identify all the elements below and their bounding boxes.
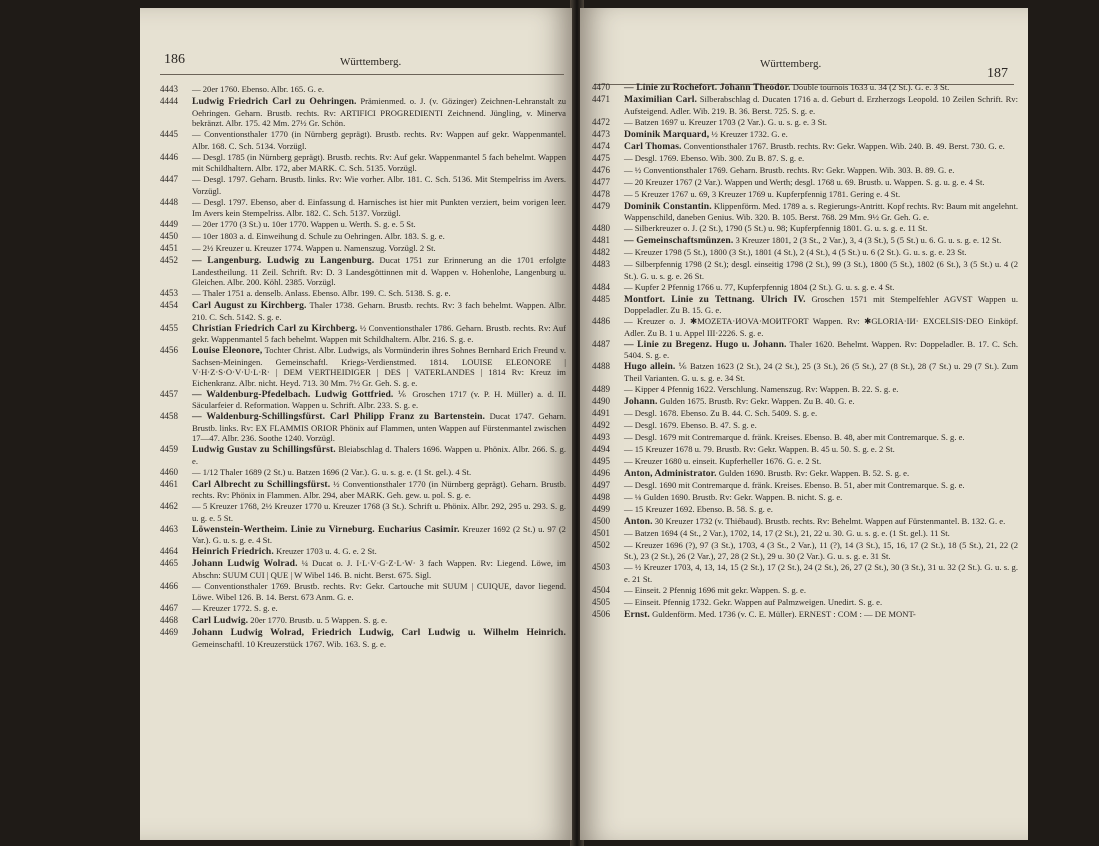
lot-description: — Silberkreuzer o. J. (2 St.), 1790 (5 St.) u. 98; Kupferpfennig 1801. G. u. s. g. e. 11 St.	[624, 223, 928, 233]
lot-number: 4485	[592, 293, 610, 304]
left-page	[140, 8, 572, 840]
catalog-entry	[592, 408, 1018, 420]
lot-number: 4468	[160, 615, 178, 625]
catalog-entry	[592, 396, 1018, 408]
lot-description: — Kreuzer 1680 u. einseit. Kupferheller 1676. G. e. 2 St.	[624, 455, 822, 466]
lot-description: — 20er 1760. Ebenso. Albr. 165. G. e.	[192, 84, 324, 94]
ruler-name: Ludwig Friedrich Carl zu Oehringen.	[192, 96, 357, 107]
lot-number: 4465	[160, 558, 178, 568]
lot-number: 4503	[592, 562, 610, 572]
catalog-entry	[160, 546, 566, 558]
ruler-name: Heinrich Friedrich.	[192, 546, 274, 557]
lot-number: 4445	[160, 129, 178, 139]
catalog-entry	[592, 201, 1018, 223]
lot-description: ⅙ Groschen 1717 (v. P. H. Müller) a. d. II. Säcularfeier d. Reformation. Wappen u. Schrift. Albr. 233. S. g. e.	[192, 388, 566, 410]
catalog-entry	[592, 420, 1018, 432]
ruler-name: Anton.	[624, 515, 653, 527]
lot-number: 4452	[160, 255, 178, 265]
catalog-entry	[160, 603, 566, 615]
lot-description: — 2½ Kreuzer u. Kreuzer 1774. Wappen u. Namenszug. Vorzügl. 2 St.	[192, 243, 436, 253]
lot-description: — 5 Kreuzer 1768, 2½ Kreuzer 1770 u. Kreuzer 1768 (3 St.). Schrift u. Phönix. Albr. 292, 295 u. 293. S. g. u. g. e. 5 St.	[192, 501, 566, 523]
lot-description: — Desgl. 1679. Ebenso. B. 47. S. g. e.	[624, 419, 757, 430]
ruler-name: Ludwig Gustav zu Schillingsfürst.	[192, 444, 336, 455]
lot-description: 20er 1770. Brustb. u. 5 Wappen. S. g. e.	[250, 615, 388, 625]
lot-number: 4459	[160, 444, 178, 454]
lot-number: 4454	[160, 300, 178, 310]
catalog-entry	[592, 540, 1018, 562]
ruler-name: Christian Friedrich Carl zu Kirchberg.	[192, 322, 358, 334]
catalog-entry	[592, 153, 1018, 165]
catalog-entry	[592, 94, 1018, 116]
catalog-entry	[592, 480, 1018, 492]
lot-number: 4472	[592, 116, 610, 127]
ruler-name: Dominik Marquard,	[624, 128, 710, 140]
catalog-entry	[592, 468, 1018, 480]
lot-description: 3 Kreuzer 1801, 2 (3 St., 2 Var.), 3, 4 (3 St.), 5 (5 St.) u. 6. G. u. s. g. e. 12 St.	[735, 235, 1002, 245]
catalog-entry	[592, 339, 1018, 361]
page-number-left: 186	[164, 52, 185, 67]
lot-description: — 10er 1803 a. d. Einweihung d. Schule zu Oehringen. Albr. 183. S. g. e.	[192, 231, 445, 241]
lot-description: — Conventionsthaler 1770 (in Nürnberg geprägt). Brustb. rechts. Rv: Wappen auf gekr. Wappenmantel. Albr. 168. C. Sch. 5134. Vorzügl.	[192, 129, 566, 151]
lot-number: 4484	[592, 281, 610, 292]
lot-number: 4486	[592, 316, 610, 326]
lot-number: 4448	[160, 196, 178, 207]
lot-number: 4453	[160, 288, 178, 298]
lot-description: Gulden 1675. Brustb. Rv: Gekr. Wappen. Zu B. 40. G. e.	[659, 395, 855, 406]
lot-number: 4483	[592, 259, 610, 269]
lot-number: 4498	[592, 491, 610, 502]
right-page	[580, 8, 1028, 840]
lot-number: 4491	[592, 407, 610, 418]
catalog-entry	[160, 558, 566, 580]
lot-description: — 15 Kreuzer 1678 u. 79. Brustb. Rv: Gekr. Wappen. B. 45 u. 50. S. g. e. 2 St.	[624, 443, 895, 454]
lot-description: ½ Conventionsthaler 1770 (in Nürnberg geprägt). Geharn. Brustb. rechts. Rv: Phönix in Flammen. Albr. 294, aber MARK. Geh. gew. u. pol. S. g. e.	[192, 478, 566, 500]
catalog-entry	[160, 288, 566, 300]
lot-description: Ducat 1747. Geharn. Brustb. links. Rv: EX FLAMMIS ORIOR Phönix auf Flammen, unten Wappen auf Fürstenmantel zwischen 17—47. Albr. 236. Soothe 1240. Vorzügl.	[192, 411, 566, 443]
catalog-entry	[160, 96, 566, 129]
catalog-entry	[592, 504, 1018, 516]
lot-description: — Kreuzer o. J. ✱MOZETA·ИOVA·MOИTFORT Wappen. Rv: ✱GLORIA·IИ· EXCELSIS·DEO Einköpf. Adler. Zu B. 1 u. Appel III·2226. S. g. e.	[624, 316, 1018, 338]
lot-description: — Kipper 4 Pfennig 1622. Verschlung. Namenszug. Rv: Wappen. B. 22. S. g. e.	[624, 383, 899, 394]
lot-number: 4444	[160, 96, 178, 106]
catalog-entry	[592, 165, 1018, 177]
catalog-entry	[160, 255, 566, 288]
lot-number: 4487	[592, 338, 610, 349]
lot-description: Prämienmed. o. J. (v. Gözinger) Zeichnen-Lehranstalt zu Oehringen. Geharn. Brustb. rechts. Rv: ARTIFICI PROGREDIENTI Zeichnend. Jüngling, v. Minerva bekränzt. Albr. 175. 42 Mm. 27½ Gr. Schön.	[192, 96, 566, 128]
catalog-entry	[592, 82, 1018, 94]
lot-number: 4458	[160, 411, 178, 421]
catalog-entry	[592, 223, 1018, 235]
lot-number: 4492	[592, 419, 610, 430]
ruler-name: Louise Eleonore,	[192, 345, 263, 356]
lot-number: 4443	[160, 84, 178, 94]
lot-description: — Kreuzer 1798 (5 St.), 1800 (3 St.), 1801 (4 St.), 2 (4 St.), 4 (5 St.) u. 6 (2 St.). G. u. s. g. e. 23 St.	[624, 247, 967, 257]
lot-description: Bleiabschlag d. Thalers 1696. Wappen u. Phönix. Albr. 266. S. g. e.	[192, 444, 566, 466]
lot-number: 4505	[592, 596, 610, 607]
lot-number: 4463	[160, 523, 178, 534]
lot-number: 4502	[592, 539, 610, 550]
catalog-entries-right	[592, 82, 1018, 621]
catalog-entry	[592, 117, 1018, 129]
lot-description: — Desgl. 1690 mit Contremarque d. fränk. Kreises. Ebenso. B. 51, aber mit Contremarque. S. g. e.	[624, 479, 965, 490]
lot-number: 4464	[160, 546, 178, 556]
catalog-entry	[592, 444, 1018, 456]
lot-number: 4446	[160, 151, 178, 162]
lot-description: Klippenförm. Med. 1789 a. s. Regierungs-Antritt. Kopf rechts. Rv: Baum mit angelehnt. Wappenschild, daneben Genius. Wib. 320. B. 105. Berst. 768. 29 Mm. 9½ Gr. Geh. G. e.	[624, 200, 1019, 222]
catalog-entry	[160, 581, 566, 603]
catalog-entry	[160, 389, 566, 411]
catalog-entry	[160, 444, 566, 466]
lot-description: Conventionsthaler 1767. Brustb. rechts. Rv: Gekr. Wappen. Wib. 240. B. 49. Berst. 730. G. e.	[683, 140, 1005, 151]
lot-description: Kreuzer 1692 (2 St.) u. 97 (2 Var.). G. u. s. g. e. 4 St.	[192, 523, 566, 545]
lot-description: — Desgl. 1679 mit Contremarque d. fränk. Kreises. Ebenso. B. 48, aber mit Contremarque. S. g. e.	[624, 431, 965, 442]
lot-number: 4499	[592, 503, 610, 514]
catalog-entry	[160, 219, 566, 231]
lot-description: — Desgl. 1797. Geharn. Brustb. links. Rv: Wie vorher. Albr. 181. C. Sch. 5136. Mit Stempelriss im Avers. Vorzügl.	[192, 174, 566, 196]
lot-number: 4497	[592, 479, 610, 490]
lot-description: — 5 Kreuzer 1767 u. 69, 3 Kreuzer 1769 u. Kupferpfennig 1781. Gering e. 4 St.	[624, 188, 901, 199]
catalog-entry	[592, 316, 1018, 338]
ruler-name: — Langenburg. Ludwig zu Langenburg.	[192, 255, 375, 266]
ruler-name: Carl Thomas.	[624, 140, 682, 152]
lot-number: 4466	[160, 580, 178, 591]
lot-description: — Thaler 1751 a. denselb. Anlass. Ebenso. Albr. 199. C. Sch. 5138. S. g. e.	[192, 288, 451, 298]
catalog-entries-left	[160, 84, 566, 650]
ruler-name: Anton, Administrator.	[624, 467, 717, 479]
lot-description: — Desgl. 1678. Ebenso. Zu B. 44. C. Sch. 5409. S. g. e.	[624, 407, 818, 418]
lot-description: Ducat 1751 zur Erinnerung an die 1701 erfolgte Landestheilung. 11 Zeil. Schrift. Rv: D. 3 Landesgöttinnen mit d. Wappen v. Hohenlohe, Langenburg u. Gleichen. Albr. 200. Köhl. 2385. Vorzügl.	[192, 255, 566, 287]
catalog-entry	[160, 627, 566, 649]
lot-description: — ⅛ Gulden 1690. Brustb. Rv: Gekr. Wappen. B. nicht. S. g. e.	[624, 491, 843, 502]
lot-description: ¼ Ducat o. J. I·L·V·G·Z·L·W· 3 fach Wappen. Rv: Liegend. Löwe, im Abschn: SUUM CUI | QUE | W Wibel 146. B. nicht. Berst. 675. Sigl.	[192, 558, 566, 580]
catalog-entry	[160, 479, 566, 501]
lot-description: — Einseit. Pfennig 1732. Gekr. Wappen auf Palmzweigen. Unedirt. S. g. e.	[624, 596, 883, 607]
lot-description: Kreuzer 1703 u. 4. G. e. 2 St.	[276, 546, 377, 556]
ruler-name: Montfort. Linie zu Tettnang. Ulrich IV.	[624, 293, 806, 305]
ruler-name: Johann Ludwig Wolrad, Friedrich Ludwig, Carl Ludwig u. Wilhelm Heinrich.	[192, 627, 566, 638]
ruler-name: — Waldenburg-Pfedelbach. Ludwig Gottfried.	[192, 388, 394, 400]
catalog-entry	[160, 152, 566, 174]
lot-description: Gulden 1690. Brustb. Rv: Gekr. Wappen. B. 52. S. g. e.	[718, 467, 910, 478]
lot-number: 4450	[160, 231, 178, 241]
catalog-entry	[160, 524, 566, 546]
lot-description: — Kupfer 2 Pfennig 1766 u. 77, Kupferpfennig 1804 (2 St.). G. u. s. g. e. 4 St.	[624, 281, 895, 292]
lot-description: — ½ Kreuzer 1703, 4, 13, 14, 15 (2 St.), 17 (2 St.), 24 (2 St.), 26, 27 (2 St.), 30 (3 St.), 31 u. 32 (2 St.). G. u. s. g. e. 21 St.	[624, 562, 1018, 584]
ruler-name: — Linie zu Rochefort. Johann Theodor.	[624, 82, 791, 93]
lot-description: — Kreuzer 1772. S. g. e.	[192, 603, 278, 613]
ruler-name: Hugo allein.	[624, 361, 676, 372]
lot-number: 4501	[592, 527, 610, 538]
lot-description: — 15 Kreuzer 1692. Ebenso. B. 58. S. g. e.	[624, 503, 773, 514]
lot-number: 4477	[592, 176, 610, 187]
lot-number: 4460	[160, 466, 178, 477]
lot-description: — Desgl. 1769. Ebenso. Wib. 300. Zu B. 87. S. g. e.	[624, 152, 805, 163]
lot-number: 4489	[592, 383, 610, 394]
lot-description: ½ Kreuzer 1732. G. e.	[711, 128, 788, 139]
ruler-name: Carl Albrecht zu Schillingsfürst.	[192, 478, 331, 490]
lot-description: 30 Kreuzer 1732 (v. Thiébaud). Brustb. rechts. Rv: Behelmt. Wappen auf Fürstenmantel. B. 132. G. e.	[654, 515, 1006, 526]
lot-number: 4494	[592, 443, 610, 454]
lot-number: 4462	[160, 501, 178, 511]
lot-description: Guldenförm. Med. 1736 (v. C. E. Müller). ERNEST : COM : — DE MONT-	[652, 608, 916, 619]
catalog-entry	[592, 432, 1018, 444]
lot-number: 4457	[160, 388, 178, 399]
lot-description: — 20 Kreuzer 1767 (2 Var.). Wappen und Werth; desgl. 1768 u. 69. Brustb. u. Wappen. S. g. u. g. e. 4 St.	[624, 176, 985, 187]
lot-description: — Einseit. 2 Pfennig 1696 mit gekr. Wappen. S. g. e.	[624, 584, 806, 595]
lot-description: Silberabschlag d. Ducaten 1716 a. d. Geburt d. Erzherzogs Leopold. 10 Zeilen Schrift. Rv: Aufsteigend. Adler. Wib. 219. B. 36. Berst. 725. S. g. e.	[624, 94, 1018, 116]
ruler-name: Johann.	[624, 395, 658, 407]
catalog-entry	[592, 492, 1018, 504]
ruler-name: Löwenstein-Wertheim. Linie zu Virneburg. Eucharius Casimir.	[192, 523, 460, 535]
lot-number: 4476	[592, 164, 610, 175]
catalog-entry	[592, 384, 1018, 396]
running-head-left: Württemberg.	[340, 56, 402, 68]
lot-description: Groschen 1571 mit Stempelfehler AGVST Wappen u. Doppeladler. Zu B. 15. G. e.	[624, 293, 1019, 315]
lot-number: 4478	[592, 188, 610, 199]
ruler-name: Dominik Constantin.	[624, 200, 712, 212]
lot-description: — Conventionsthaler 1769. Brustb. rechts. Rv: Gekr. Cartouche mit SUUM | CUIQUE, davor liegend. Löwe. Wibel 126. B. 14. Berst. 673 Anm. G. e.	[192, 580, 566, 602]
catalog-entry	[592, 282, 1018, 294]
lot-number: 4481	[592, 235, 610, 245]
catalog-entry	[592, 562, 1018, 584]
lot-number: 4471	[592, 94, 610, 104]
lot-description: ⅙ Batzen 1623 (2 St.), 24 (2 St.), 25 (3 St.), 26 (5 St.), 27 (8 St.), 28 (7 St.) u. 29 (7 St.). Zum Theil Varianten. G. u. s. g. e. 34 St.	[624, 361, 1019, 383]
lot-number: 4467	[160, 603, 178, 613]
lot-number: 4496	[592, 467, 610, 478]
lot-number: 4495	[592, 455, 610, 466]
catalog-entry	[160, 84, 566, 96]
catalog-entry	[160, 345, 566, 388]
lot-number: 4500	[592, 515, 610, 526]
catalog-entry	[160, 501, 566, 523]
catalog-entry	[592, 456, 1018, 468]
lot-description: — Silberpfennig 1798 (2 St.); desgl. einseitig 1798 (2 St.), 99 (3 St.), 1800 (5 St.), 1802 (6 St.), 3 (5 St.) u. 4 (2 St.). G. u. s. g. e. 26 St.	[624, 259, 1018, 281]
lot-number: 4449	[160, 219, 178, 229]
lot-number: 4479	[592, 200, 610, 211]
catalog-entry	[160, 197, 566, 219]
ruler-name: Maximilian Carl.	[624, 94, 698, 105]
catalog-entry	[592, 516, 1018, 528]
catalog-entry	[160, 323, 566, 345]
catalog-entry	[160, 411, 566, 444]
lot-number: 4475	[592, 152, 610, 163]
catalog-entry	[592, 129, 1018, 141]
lot-description: Double tournois 1633 u. 34 (2 St.). G. e. 3 St.	[792, 82, 950, 92]
lot-description: Thaler 1620. Behelmt. Wappen. Rv: Doppeladler. B. 17. C. Sch. 5404. S. g. e.	[624, 338, 1018, 360]
catalog-entry	[592, 528, 1018, 540]
lot-number: 4506	[592, 608, 610, 619]
lot-number: 4474	[592, 140, 610, 151]
lot-number: 4488	[592, 361, 610, 371]
lot-description: — Desgl. 1785 (in Nürnberg geprägt). Brustb. rechts. Rv: Auf gekr. Wappenmantel 5 fach behelmt. Wappen mit Schildhaltern. Albr. 172, aber MARK. C. Sch. 5135. Vorzügl.	[192, 151, 566, 173]
lot-description: — 1/12 Thaler 1689 (2 St.) u. Batzen 1696 (2 Var.). G. u. s. g. e. (1 St. gel.). 4 St.	[192, 466, 472, 477]
ruler-name: — Waldenburg-Schillingsfürst. Carl Philipp Franz zu Bartenstein.	[192, 411, 486, 422]
ruler-name: Carl August zu Kirchberg.	[192, 300, 307, 311]
ruler-name: Johann Ludwig Wolrad.	[192, 558, 298, 569]
catalog-entry	[160, 174, 566, 196]
catalog-entry	[592, 177, 1018, 189]
lot-number: 4482	[592, 247, 610, 257]
header-rule-left	[160, 74, 564, 75]
lot-description: Tochter Christ. Albr. Ludwigs, als Vormünderin ihres Sohnes Bernhard Erich Freund v. Sachsen-Meiningen. Gemeinschaftl. Kriegs-Verdienstmed. 1814. LOUISE ELEONORE | V·H·Z·S·O·V·U·L·R· | DEM VERTHEIDIGER | DES | VATERLANDES | 1814 Rv: Kreuz im Eichenkranz. Albr. nicht. Heyd. 713. 30 Mm. 7½ Gr. Geh. S. g. e.	[192, 345, 567, 388]
lot-number: 4461	[160, 478, 178, 489]
lot-number: 4490	[592, 395, 610, 406]
lot-description: Gemeinschaftl. 10 Kreuzerstück 1767. Wib. 163. S. g. e.	[192, 638, 387, 649]
page-number-right: 187	[987, 66, 1008, 81]
lot-number: 4470	[592, 82, 610, 92]
running-head-right: Württemberg.	[760, 58, 822, 70]
lot-description: Thaler 1738. Geharn. Brustb. rechts. Rv: 3 fach behelmt. Wappen. Albr. 210. C. Sch. 5142. S. g. e.	[192, 300, 567, 322]
lot-description: — Desgl. 1797. Ebenso, aber d. Einfassung d. Harnisches ist hier mit Punkten verziert, beim vorigen leer. Im Avers kein Stempelriss. Albr. 182. C. Sch. 5137. Vorzügl.	[192, 196, 566, 218]
lot-description: — Kreuzer 1696 (?), 97 (3 St.), 1703, 4 (3 St., 2 Var.), 11 (?), 14 (3 St.), 15, 16, 17 (2 St.), 18 (5 St.), 21, 22 (2 St.), 23 (2 St.), 26 (2 Var.), 27, 28 (2 St.), 29 u. 30 (2 Var.). G. u. s. g. e. 31 St.	[624, 539, 1018, 561]
lot-description: — Batzen 1697 u. Kreuzer 1703 (2 Var.). G. u. s. g. e. 3 St.	[624, 116, 827, 127]
lot-number: 4469	[160, 627, 178, 637]
catalog-entry	[160, 243, 566, 255]
ruler-name: — Gemeinschaftsmünzen.	[624, 235, 734, 246]
lot-number: 4504	[592, 584, 610, 595]
catalog-entry	[160, 300, 566, 322]
catalog-entry	[592, 294, 1018, 316]
lot-number: 4447	[160, 174, 178, 184]
catalog-entry	[160, 231, 566, 243]
lot-number: 4456	[160, 345, 178, 355]
ruler-name: Carl Ludwig.	[192, 615, 249, 626]
catalog-entry	[592, 585, 1018, 597]
catalog-entry	[592, 141, 1018, 153]
lot-number: 4473	[592, 128, 610, 139]
catalog-entry	[160, 467, 566, 479]
catalog-entry	[592, 361, 1018, 383]
catalog-entry	[592, 597, 1018, 609]
lot-number: 4493	[592, 431, 610, 442]
catalog-entry	[592, 247, 1018, 259]
lot-description: — Batzen 1694 (4 St., 2 Var.), 1702, 14, 17 (2 St.), 21, 22 u. 30. G. u. s. g. e. (1 St. gel.). 11 St.	[624, 527, 950, 538]
lot-number: 4455	[160, 322, 178, 333]
lot-number: 4451	[160, 243, 178, 253]
lot-description: — 20er 1770 (3 St.) u. 10er 1770. Wappen u. Werth. S. g. e. 5 St.	[192, 219, 416, 229]
ruler-name: — Linie zu Bregenz. Hugo u. Johann.	[624, 338, 787, 350]
lot-description: ½ Conventionsthaler 1786. Geharn. Brustb. rechts. Rv: Auf gekr. Wappenmantel 5 fach behelmt. Wappen mit Schildhaltern. Albr. 216. S. g. e.	[192, 322, 566, 344]
catalog-entry	[160, 615, 566, 627]
catalog-entry	[592, 259, 1018, 281]
lot-number: 4480	[592, 223, 610, 233]
ruler-name: Ernst.	[624, 608, 650, 620]
catalog-entry	[160, 129, 566, 151]
lot-description: — ½ Conventionsthaler 1769. Geharn. Brustb. rechts. Rv: Gekr. Wappen. Wib. 303. B. 89. G. e.	[624, 164, 955, 175]
catalog-entry	[592, 235, 1018, 247]
catalog-entry	[592, 609, 1018, 621]
catalog-entry	[592, 189, 1018, 201]
